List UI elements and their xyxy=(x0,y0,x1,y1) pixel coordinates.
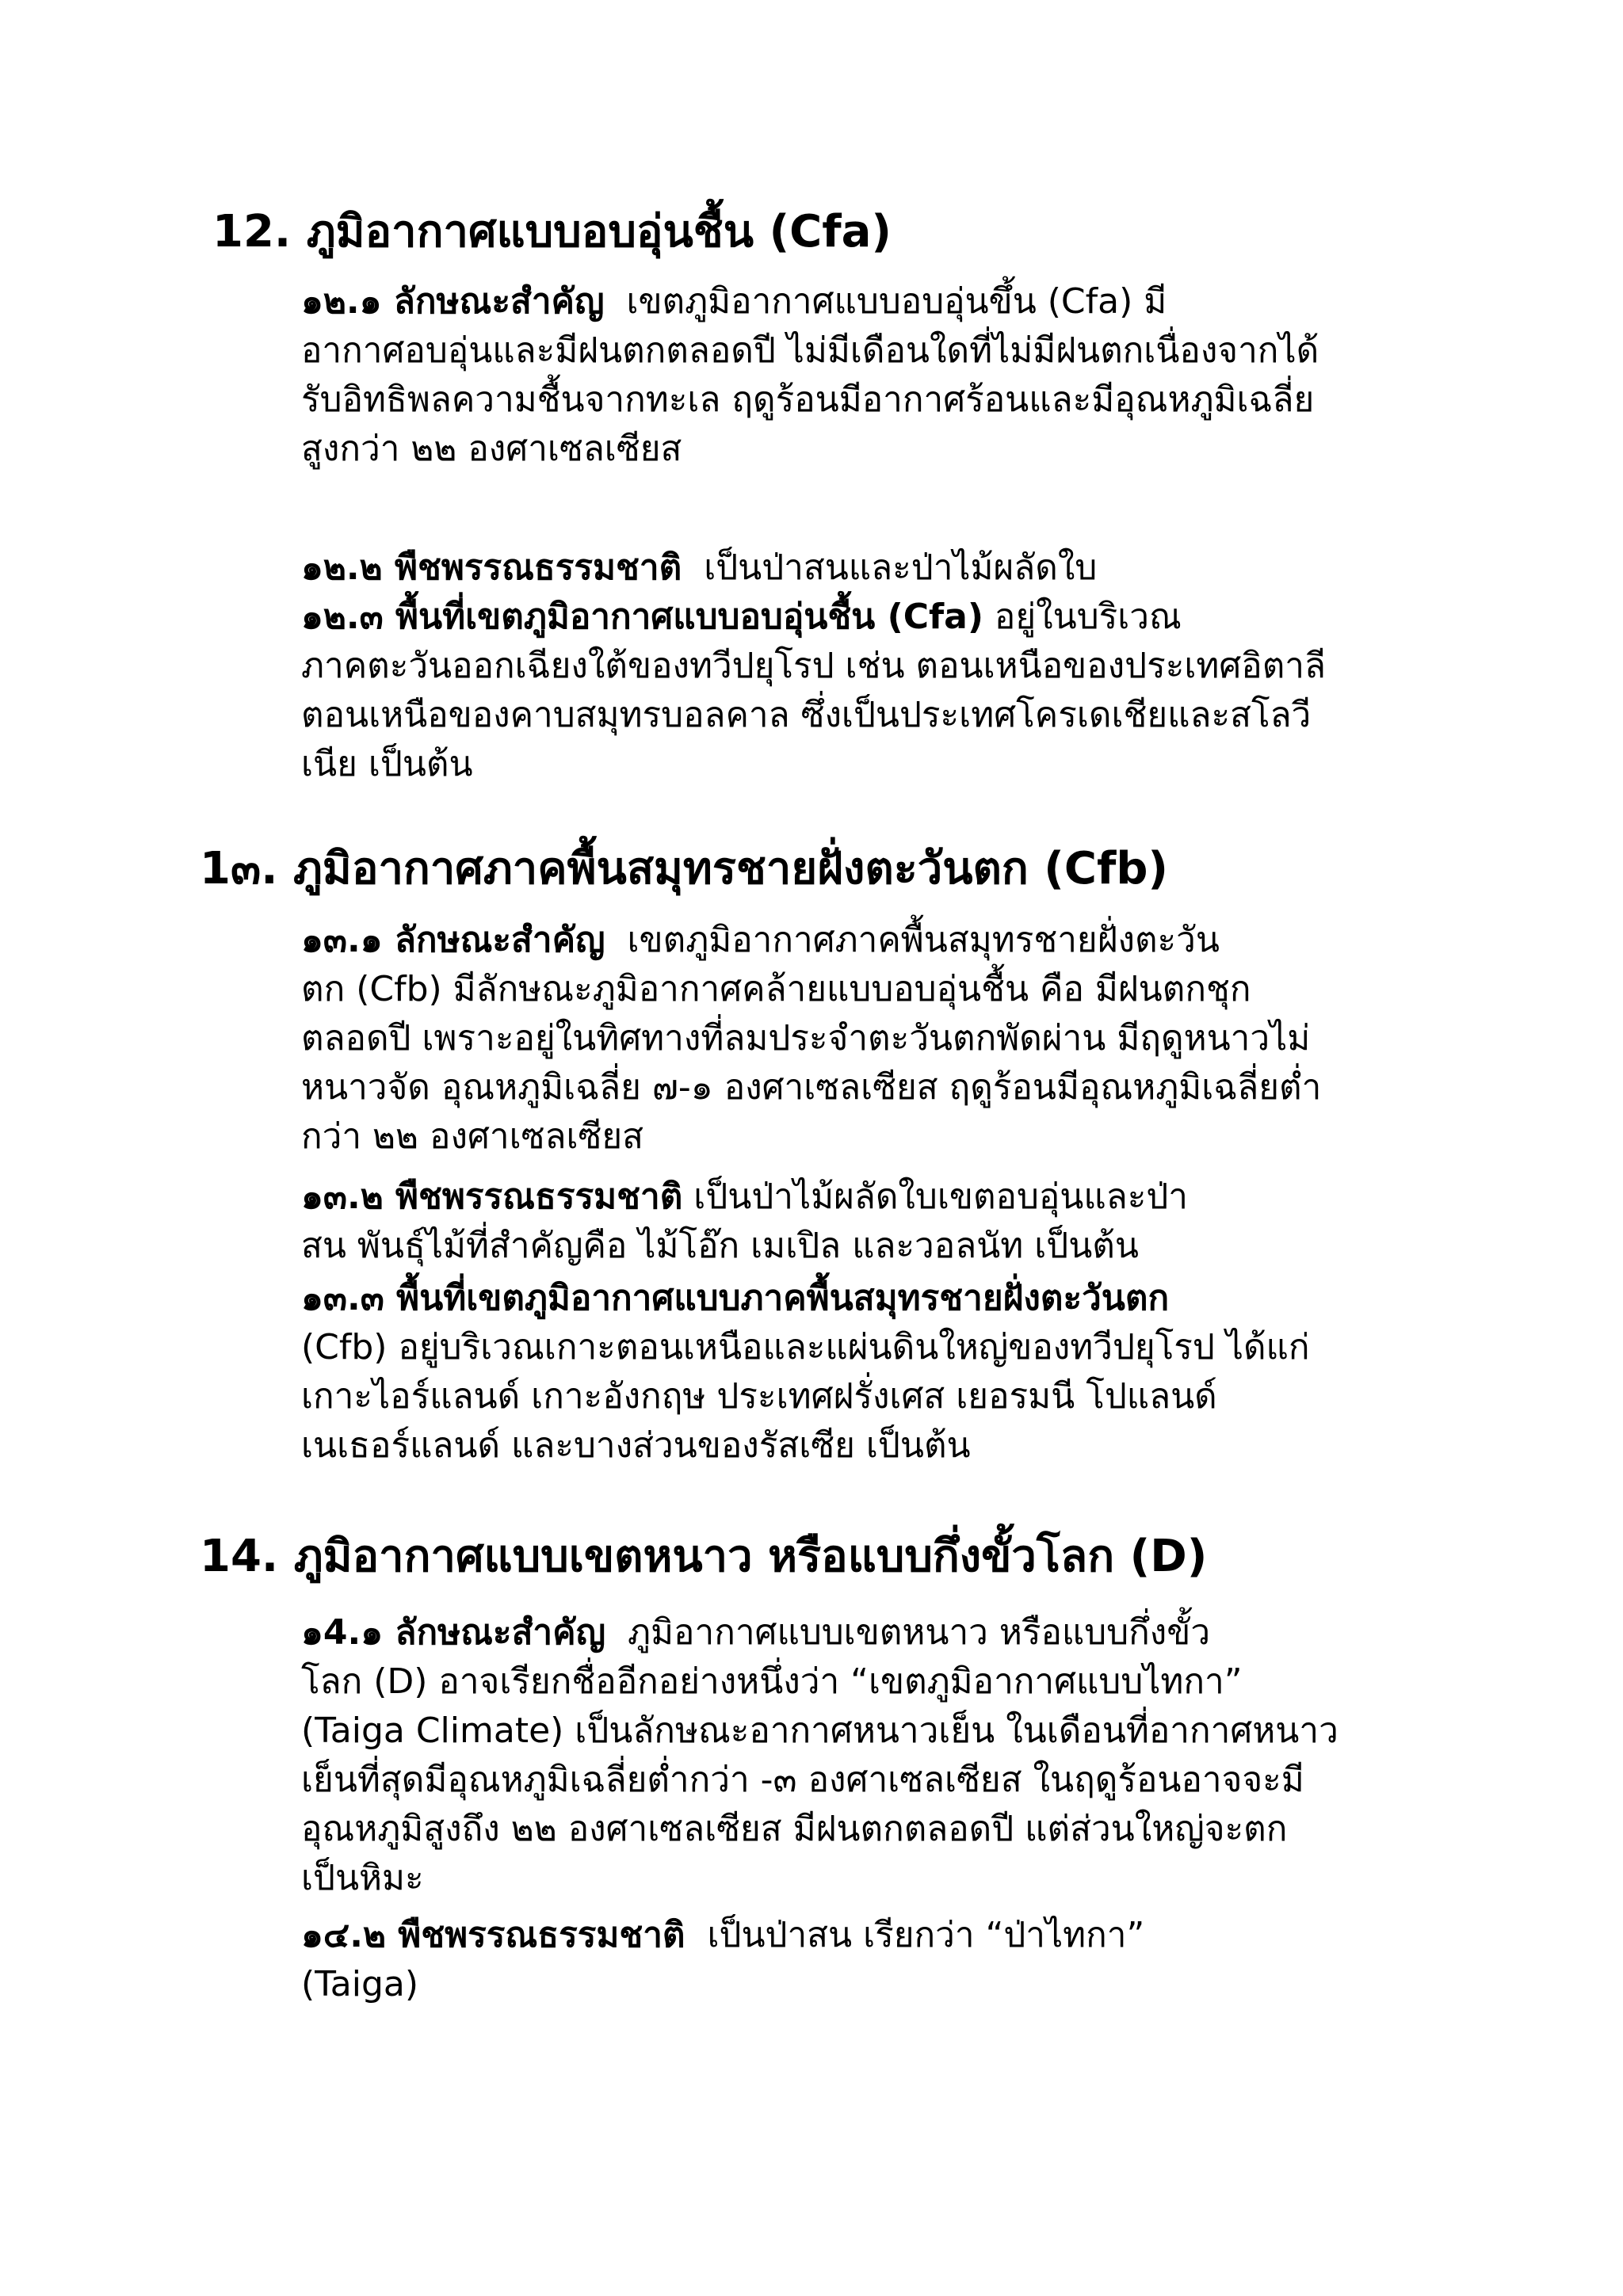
paragraph-text: อากาศอบอุ่นและมีฝนตกตลอดปี ไม่มีเดือนใดที่ไม่มีฝนตกเนื่องจากได้ xyxy=(301,330,1319,371)
paragraph-text: เป็นป่าสนและป่าไม้ผลัดใบ xyxy=(704,547,1098,588)
section-heading-14: 14. ภูมิอากาศแบบเขตหนาว หรือแบบกึ่งขั้วโลก (D) xyxy=(200,1531,1208,1582)
paragraph-text: (Taiga Climate) เป็นลักษณะอากาศหนาวเย็น ในเดือนที่อากาศหนาว xyxy=(301,1711,1338,1751)
paragraph-text: ภาคตะวันออกเฉียงใต้ของทวีปยุโรป เช่น ตอนเหนือของประเทศอิตาลี xyxy=(301,646,1326,686)
paragraph-text: อุณหภูมิสูงถึง ๒๒ องศาเซลเซียส มีฝนตกตลอดปี แต่ส่วนใหญ่จะตก xyxy=(301,1809,1288,1849)
paragraph-label: ๑4.๑ ลักษณะสำคัญ xyxy=(301,1612,606,1653)
paragraph-label: ๑๒.๓ พื้นที่เขตภูมิอากาศแบบอบอุ่นชื้น (Cfa) xyxy=(301,597,983,637)
paragraph-text: เนเธอร์แลนด์ และบางส่วนของรัสเซีย เป็นต้น xyxy=(301,1425,971,1466)
paragraph-14-2 xyxy=(200,1911,1436,2009)
paragraph-text: อยู่ในบริเวณ xyxy=(994,597,1182,637)
paragraph-label: ๑๓.๓ พื้นที่เขตภูมิอากาศแบบภาคพื้นสมุทรชายฝั่งตะวันตก xyxy=(301,1278,1170,1318)
paragraph-text: เป็นป่าสน เรียกว่า “ป่าไทกา” xyxy=(707,1915,1145,1955)
paragraph-label: ๑๒.๑ ลักษณะสำคัญ xyxy=(301,281,605,322)
paragraph-text: เกาะไอร์แลนด์ เกาะอังกฤษ ประเทศฝรั่งเศส เยอรมนี โปแลนด์ xyxy=(301,1376,1217,1417)
paragraph-text: ตก (Cfb) มีลักษณะภูมิอากาศคล้ายแบบอบอุ่นชื้น คือ มีฝนตกชุก xyxy=(301,969,1251,1009)
paragraph-text: เป็นป่าไม้ผลัดใบเขตอบอุ่นและป่า xyxy=(693,1177,1188,1217)
paragraph-text: โลก (D) อาจเรียกชื่ออีกอย่างหนึ่งว่า “เขตภูมิอากาศแบบไทกา” xyxy=(301,1661,1243,1702)
paragraph-12-3 xyxy=(200,593,1436,789)
section-heading-13: 1๓. ภูมิอากาศภาคพื้นสมุทรชายฝั่งตะวันตก (Cfb) xyxy=(200,843,1169,894)
paragraph-text: (Taiga) xyxy=(301,1964,419,2004)
paragraph-label: ๑๓.๒ พืชพรรณธรรมชาติ xyxy=(301,1177,683,1217)
paragraph-text: สน พันธุ์ไม้ที่สำคัญคือ ไม้โอ๊ก เมเปิล และวอลนัท เป็นต้น xyxy=(301,1226,1139,1266)
paragraph-label: ๑๓.๑ ลักษณะสำคัญ xyxy=(301,920,605,960)
paragraph-text: เป็นหิมะ xyxy=(301,1858,424,1898)
paragraph-text: (Cfb) อยู่บริเวณเกาะตอนเหนือและแผ่นดินใหญ่ของทวีปยุโรป ได้แก่ xyxy=(301,1327,1310,1367)
paragraph-text: ภูมิอากาศแบบเขตหนาว หรือแบบกึ่งขั้ว xyxy=(628,1612,1211,1653)
paragraph-13-1 xyxy=(200,916,1436,1161)
paragraph-13-3 xyxy=(200,1274,1436,1470)
paragraph-14-1 xyxy=(200,1608,1436,1903)
section-heading-12: 12. ภูมิอากาศแบบอบอุ่นชื้น (Cfa) xyxy=(212,206,892,257)
paragraph-text: รับอิทธิพลความชื้นจากทะเล ฤดูร้อนมีอากาศร้อนและมีอุณหภูมิเฉลี่ย xyxy=(301,379,1315,420)
paragraph-12-2 xyxy=(200,543,1436,593)
paragraph-text: กว่า ๒๒ องศาเซลเซียส xyxy=(301,1116,643,1157)
paragraph-text: สูงกว่า ๒๒ องศาเซลเซียส xyxy=(301,429,682,469)
paragraph-text: เนีย เป็นต้น xyxy=(301,744,473,784)
paragraph-text: ตลอดปี เพราะอยู่ในทิศทางที่ลมประจำตะวันตกพัดผ่าน มีฤดูหนาวไม่ xyxy=(301,1018,1311,1058)
paragraph-label: ๑๔.๒ พืชพรรณธรรมชาติ xyxy=(301,1915,685,1955)
paragraph-text: เขตภูมิอากาศแบบอบอุ่นขึ้น (Cfa) มี xyxy=(626,281,1167,322)
paragraph-text: ตอนเหนือของคาบสมุทรบอลคาล ซึ่งเป็นประเทศโครเดเชียและสโลวี xyxy=(301,695,1312,735)
paragraph-12-1 xyxy=(200,277,1436,474)
paragraph-text: เขตภูมิอากาศภาคพื้นสมุทรชายฝั่งตะวัน xyxy=(627,920,1220,960)
paragraph-text: เย็นที่สุดมีอุณหภูมิเฉลี่ยต่ำกว่า -๓ องศาเซลเซียส ในฤดูร้อนอาจจะมี xyxy=(301,1760,1304,1800)
paragraph-13-2 xyxy=(200,1173,1436,1271)
paragraph-label: ๑๒.๒ พืชพรรณธรรมชาติ xyxy=(301,547,682,588)
paragraph-text: หนาวจัด อุณหภูมิเฉลี่ย ๗-๑ องศาเซลเซียส ฤดูร้อนมีอุณหภูมิเฉลี่ยต่ำ xyxy=(301,1067,1322,1108)
